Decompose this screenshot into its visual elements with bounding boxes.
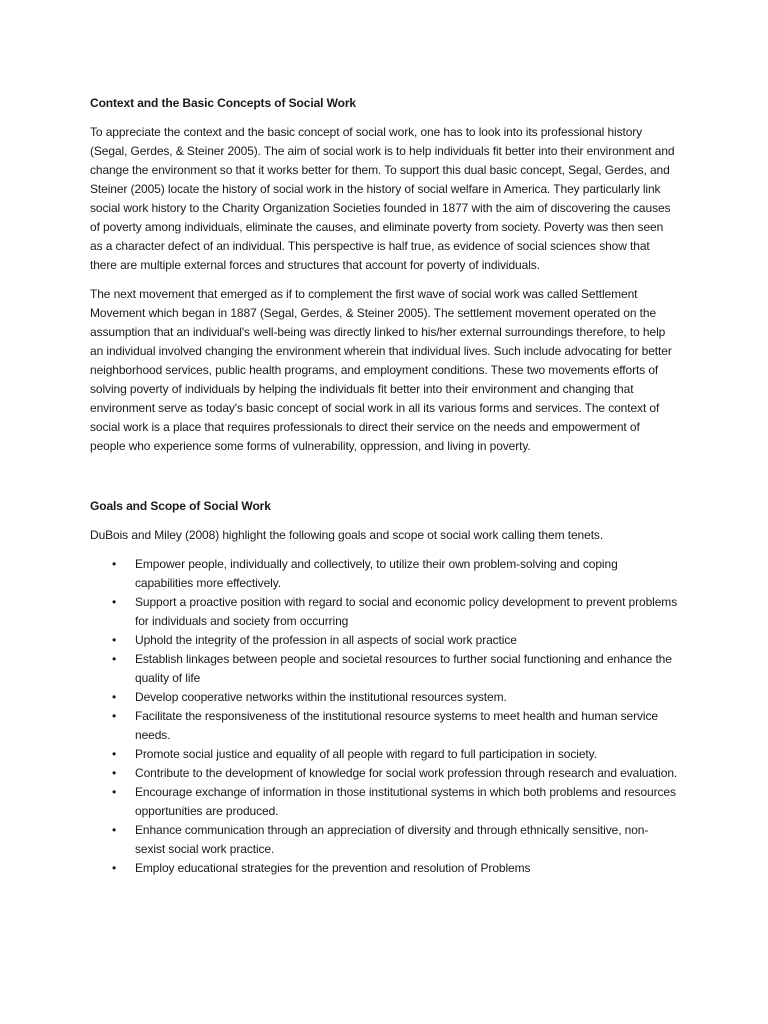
list-item-text: Employ educational strategies for the prevention and resolution of Problems — [135, 861, 531, 875]
bullet-icon: • — [112, 766, 117, 780]
bullet-icon: • — [112, 861, 117, 875]
bullet-icon: • — [112, 709, 117, 723]
list-item — [90, 593, 678, 631]
bullet-icon: • — [112, 557, 117, 571]
list-item — [90, 859, 678, 878]
list-item — [90, 631, 678, 650]
bullet-icon: • — [112, 823, 117, 837]
bullet-icon: • — [112, 633, 117, 647]
document-page — [90, 94, 678, 878]
paragraph-settlement-movement: The next movement that emerged as if to complement the first wave of social work was called Settlement Movement which began in 1887 (Segal, Gerdes, & Steiner 2005). The settlement movement operated on the assumption that an individual's well-being was directly linked to his/her external surroundings therefore, to help an individual involved changing the environment wherein that individual lives. Such include advocating for better neighborhood services, public health programs, and employment conditions. These two movements efforts of solving poverty of individuals by helping the individuals fit better into their environment and changing that environment serve as today's basic concept of social work in all its various forms and services. The context of social work is a place that requires professionals to direct their service on the needs and empowerment of people who experience some forms of vulnerability, oppression, and living in poverty. — [90, 287, 672, 453]
list-item-text: Contribute to the development of knowledge for social work profession through research and evaluation. — [135, 766, 678, 780]
paragraph-tenets-intro: DuBois and Miley (2008) highlight the following goals and scope ot social work calling them tenets. — [90, 528, 604, 542]
section-heading-goals: Goals and Scope of Social Work — [90, 499, 271, 513]
paragraph-professional-history: To appreciate the context and the basic concept of social work, one has to look into its professional history (Segal, Gerdes, & Steiner 2005). The aim of social work is to help individuals fit better into their environment and change the environment so that it works better for them. To support this dual basic concept, Segal, Gerdes, and Steiner (2005) locate the history of social work in the history of social welfare in America. They particularly link social work history to the Charity Organization Societies founded in 1877 with the aim of discovering the causes of poverty among individuals, eliminate the causes, and eliminate poverty from society. Poverty was then seen as a character defect of an individual. This perspective is half true, as evidence of social sciences show that there are multiple external forces and structures that account for poverty of individuals. — [90, 125, 675, 272]
list-item-text: Empower people, individually and collectively, to utilize their own problem-solving and coping capabilities more effectively. — [135, 557, 618, 590]
bullet-icon: • — [112, 747, 117, 761]
bullet-icon: • — [112, 595, 117, 609]
list-item — [90, 745, 678, 764]
list-item — [90, 688, 678, 707]
section-heading-context: Context and the Basic Concepts of Social Work — [90, 96, 356, 110]
list-item — [90, 783, 678, 821]
list-item-text: Establish linkages between people and societal resources to further social functioning and enhance the quality of life — [135, 652, 672, 685]
list-item-text: Develop cooperative networks within the institutional resources system. — [135, 690, 507, 704]
list-item-text: Encourage exchange of information in those institutional systems in which both problems and resources opportunities are produced. — [135, 785, 676, 818]
bullet-icon: • — [112, 652, 117, 666]
bullet-icon: • — [112, 785, 117, 799]
list-item-text: Enhance communication through an appreciation of diversity and through ethnically sensitive, non-sexist social work practice. — [135, 823, 649, 856]
list-item — [90, 555, 678, 593]
bullet-icon: • — [112, 690, 117, 704]
tenets-list — [90, 555, 678, 878]
list-item-text: Facilitate the responsiveness of the institutional resource systems to meet health and human service needs. — [135, 709, 658, 742]
list-item — [90, 650, 678, 688]
list-item — [90, 764, 678, 783]
list-item — [90, 707, 678, 745]
list-item-text: Support a proactive position with regard to social and economic policy development to prevent problems for individuals and society from occurring — [135, 595, 678, 628]
list-item-text: Promote social justice and equality of all people with regard to full participation in society. — [135, 747, 597, 761]
section-spacer — [90, 466, 678, 497]
list-item-text: Uphold the integrity of the profession in all aspects of social work practice — [135, 633, 517, 647]
list-item — [90, 821, 678, 859]
